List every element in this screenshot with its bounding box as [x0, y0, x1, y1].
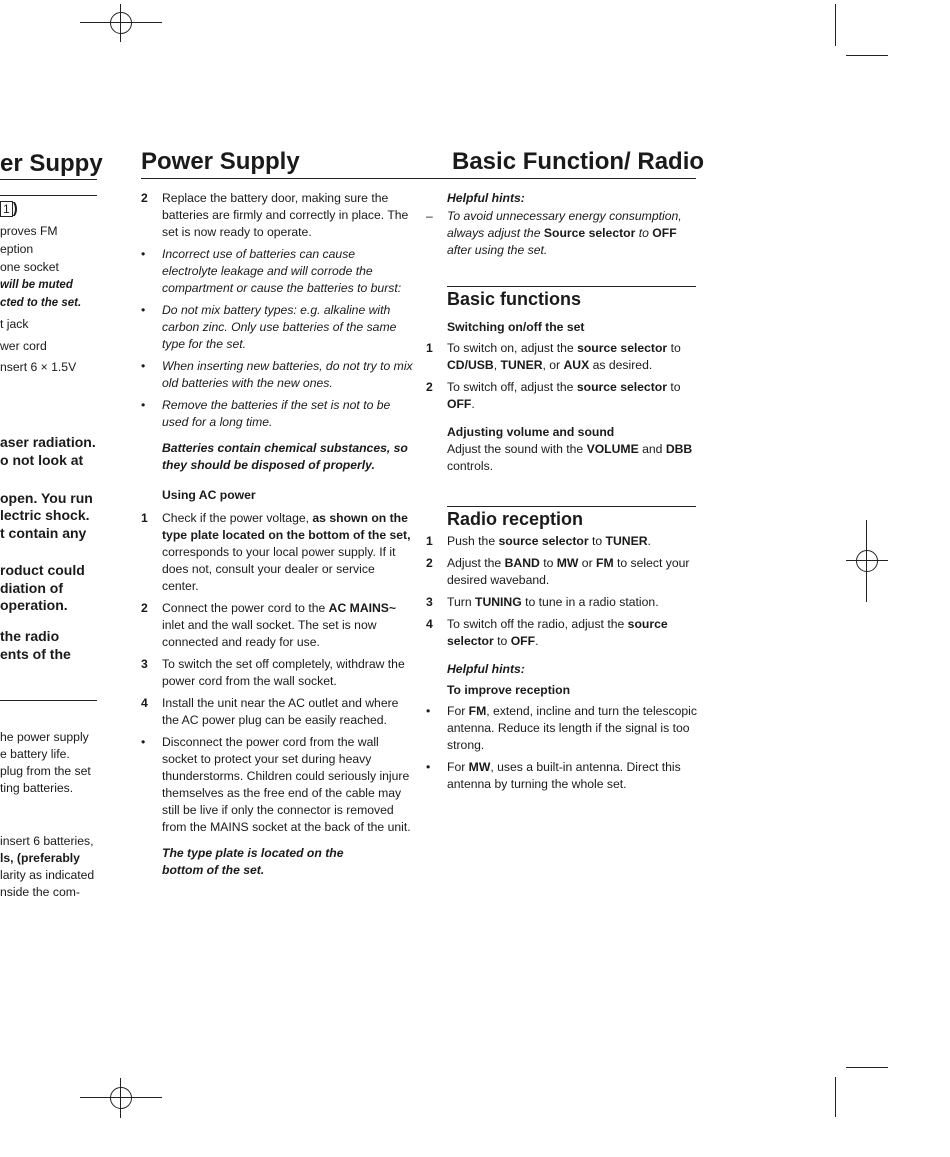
- helpful-hints-title: Helpful hints:: [447, 662, 525, 676]
- fragment-warning-line: diation of: [0, 580, 63, 596]
- registration-mark-top-left: [80, 22, 162, 24]
- step-item: 3 Turn TUNING to tune in a radio station.: [426, 595, 659, 609]
- fragment-line: plug from the set: [0, 764, 91, 778]
- step-item: 1 Check if the power voltage, as shown on the type plate located on the bottom of the set, corresponds to your local power supply. If it does not, consult your dealer or service center.: [141, 511, 411, 593]
- bullet-item: • Do not mix battery types: e.g. alkaline with carbon zinc. Only use batteries of the same type for the set.: [141, 303, 397, 351]
- battery-warning: Batteries contain chemical substances, so they should be disposed of properly.: [162, 441, 408, 472]
- page-heading-rule: [141, 178, 696, 179]
- bullet-item: • When inserting new batteries, do not try to mix old batteries with the new ones.: [141, 359, 413, 390]
- crop-mark-top-right-v: [835, 4, 836, 46]
- fragment-heading-rule: [0, 179, 97, 180]
- crop-mark-bottom-right-v: [835, 1077, 836, 1117]
- fragment-warning-line: t contain any: [0, 525, 87, 541]
- bullet-item: • Incorrect use of batteries can cause electrolyte leakage and will corrode the compartment or cause the batteries to burst:: [141, 247, 402, 295]
- page-title-power-supply: Power Supply: [141, 148, 300, 175]
- fragment-line: proves FM: [0, 224, 58, 238]
- fragment-line: one socket: [0, 260, 59, 274]
- fragment-line: wer cord: [0, 339, 47, 353]
- page-title-basic-function-radio: Basic Function/ Radio: [452, 148, 705, 175]
- fragment-warning-line: ents of the: [0, 646, 71, 662]
- step-item: 1 To switch on, adjust the source selector to CD/USB, TUNER, or AUX as desired.: [426, 341, 681, 372]
- fragment-line: nsert 6 × 1.5V: [0, 360, 77, 374]
- step-item: 3 To switch the set off completely, withdraw the power cord from the wall socket.: [141, 657, 405, 688]
- fragment-line: cted to the set.: [0, 297, 82, 309]
- crop-mark-bottom-right-h: [846, 1067, 888, 1068]
- fragment-line: he power supply: [0, 730, 89, 744]
- basic-function-column: [426, 190, 698, 264]
- step-item: 4 Install the unit near the AC outlet and where the AC power plug can be easily reached.: [141, 696, 399, 727]
- subheading: Switching on/off the set: [447, 320, 585, 334]
- fragment-warning-line: lectric shock.: [0, 507, 90, 523]
- bullet-item: • For FM, extend, incline and turn the telescopic antenna. Reduce its length if the signal is too strong.: [426, 704, 697, 752]
- power-supply-column: [141, 190, 413, 884]
- fragment-warning-line: operation.: [0, 597, 68, 613]
- helpful-hint-item: – To avoid unnecessary energy consumption, always adjust the Source selector to OFF after using the set.: [426, 209, 682, 257]
- section-rule-basic-functions: [447, 286, 696, 287]
- subheading: To improve reception: [447, 683, 571, 697]
- fragment-line: nside the com-: [0, 885, 80, 899]
- volume-text: Adjust the sound with the VOLUME and DBB controls.: [447, 442, 693, 473]
- fragment-section-rule: [0, 195, 97, 196]
- fragment-warning-line: roduct could: [0, 562, 85, 578]
- fragment-line: will be muted: [0, 279, 73, 291]
- fragment-section-rule: [0, 700, 97, 701]
- section-heading-radio-reception: Radio reception: [447, 509, 584, 529]
- fragment-warning-line: aser radiation.: [0, 434, 96, 450]
- bullet-item: • For MW, uses a built-in antenna. Direct this antenna by turning the whole set.: [426, 760, 681, 791]
- fragment-line: e battery life.: [0, 747, 70, 761]
- fragment-warning-line: o not look at: [0, 452, 84, 468]
- registration-mark-bottom-left: [80, 1097, 162, 1099]
- step-item: 2 Replace the battery door, making sure the batteries are firmly and correctly in place. The set is now ready to operate.: [141, 191, 409, 239]
- type-plate-note: The type plate is located on the bottom of the set.: [162, 846, 344, 877]
- step-item: 4 To switch off the radio, adjust the source selector to OFF.: [426, 617, 668, 648]
- fragment-line: insert 6 batteries,: [0, 834, 94, 848]
- basic-functions-body: [426, 319, 698, 480]
- fragment-line: ting batteries.: [0, 781, 74, 795]
- section-rule-radio-reception: [447, 506, 696, 507]
- step-item: 2 Connect the power cord to the AC MAINS~ inlet and the wall socket. The set is now connected and ready for use.: [141, 601, 397, 649]
- figure-ref-box: 1: [0, 201, 13, 217]
- step-item: 2 To switch off, adjust the source selector to OFF.: [426, 380, 681, 411]
- fragment-line: t jack: [0, 317, 29, 331]
- ac-power-subheading: Using AC power: [162, 488, 256, 502]
- step-item: 2 Adjust the BAND to MW or FM to select your desired waveband.: [426, 556, 690, 587]
- fragment-line: eption: [0, 242, 34, 256]
- radio-reception-body: [426, 533, 698, 798]
- registration-mark-right: [846, 560, 888, 562]
- crop-mark-top-right-h: [846, 55, 888, 56]
- step-item: 1 Push the source selector to TUNER.: [426, 534, 651, 548]
- fragment-figure-ref: 1 ): [0, 200, 18, 217]
- bullet-item: • Disconnect the power cord from the wall socket to protect your set during heavy thunderstorms. Children could seriously injure themselves as the free end of the cable may still be live if only the connector is removed from the MAINS socket at the back of the unit.: [141, 735, 411, 834]
- fragment-line: ls, (preferably: [0, 851, 80, 865]
- fragment-heading: er Suppy: [0, 150, 103, 177]
- section-heading-basic-functions: Basic functions: [447, 289, 582, 309]
- fragment-warning-line: open. You run: [0, 490, 93, 506]
- bullet-item: • Remove the batteries if the set is not to be used for a long time.: [141, 398, 391, 429]
- subheading: Adjusting volume and sound: [447, 425, 615, 439]
- helpful-hints-title: Helpful hints:: [447, 191, 525, 205]
- fragment-warning-line: the radio: [0, 628, 60, 644]
- fragment-line: larity as indicated: [0, 868, 95, 882]
